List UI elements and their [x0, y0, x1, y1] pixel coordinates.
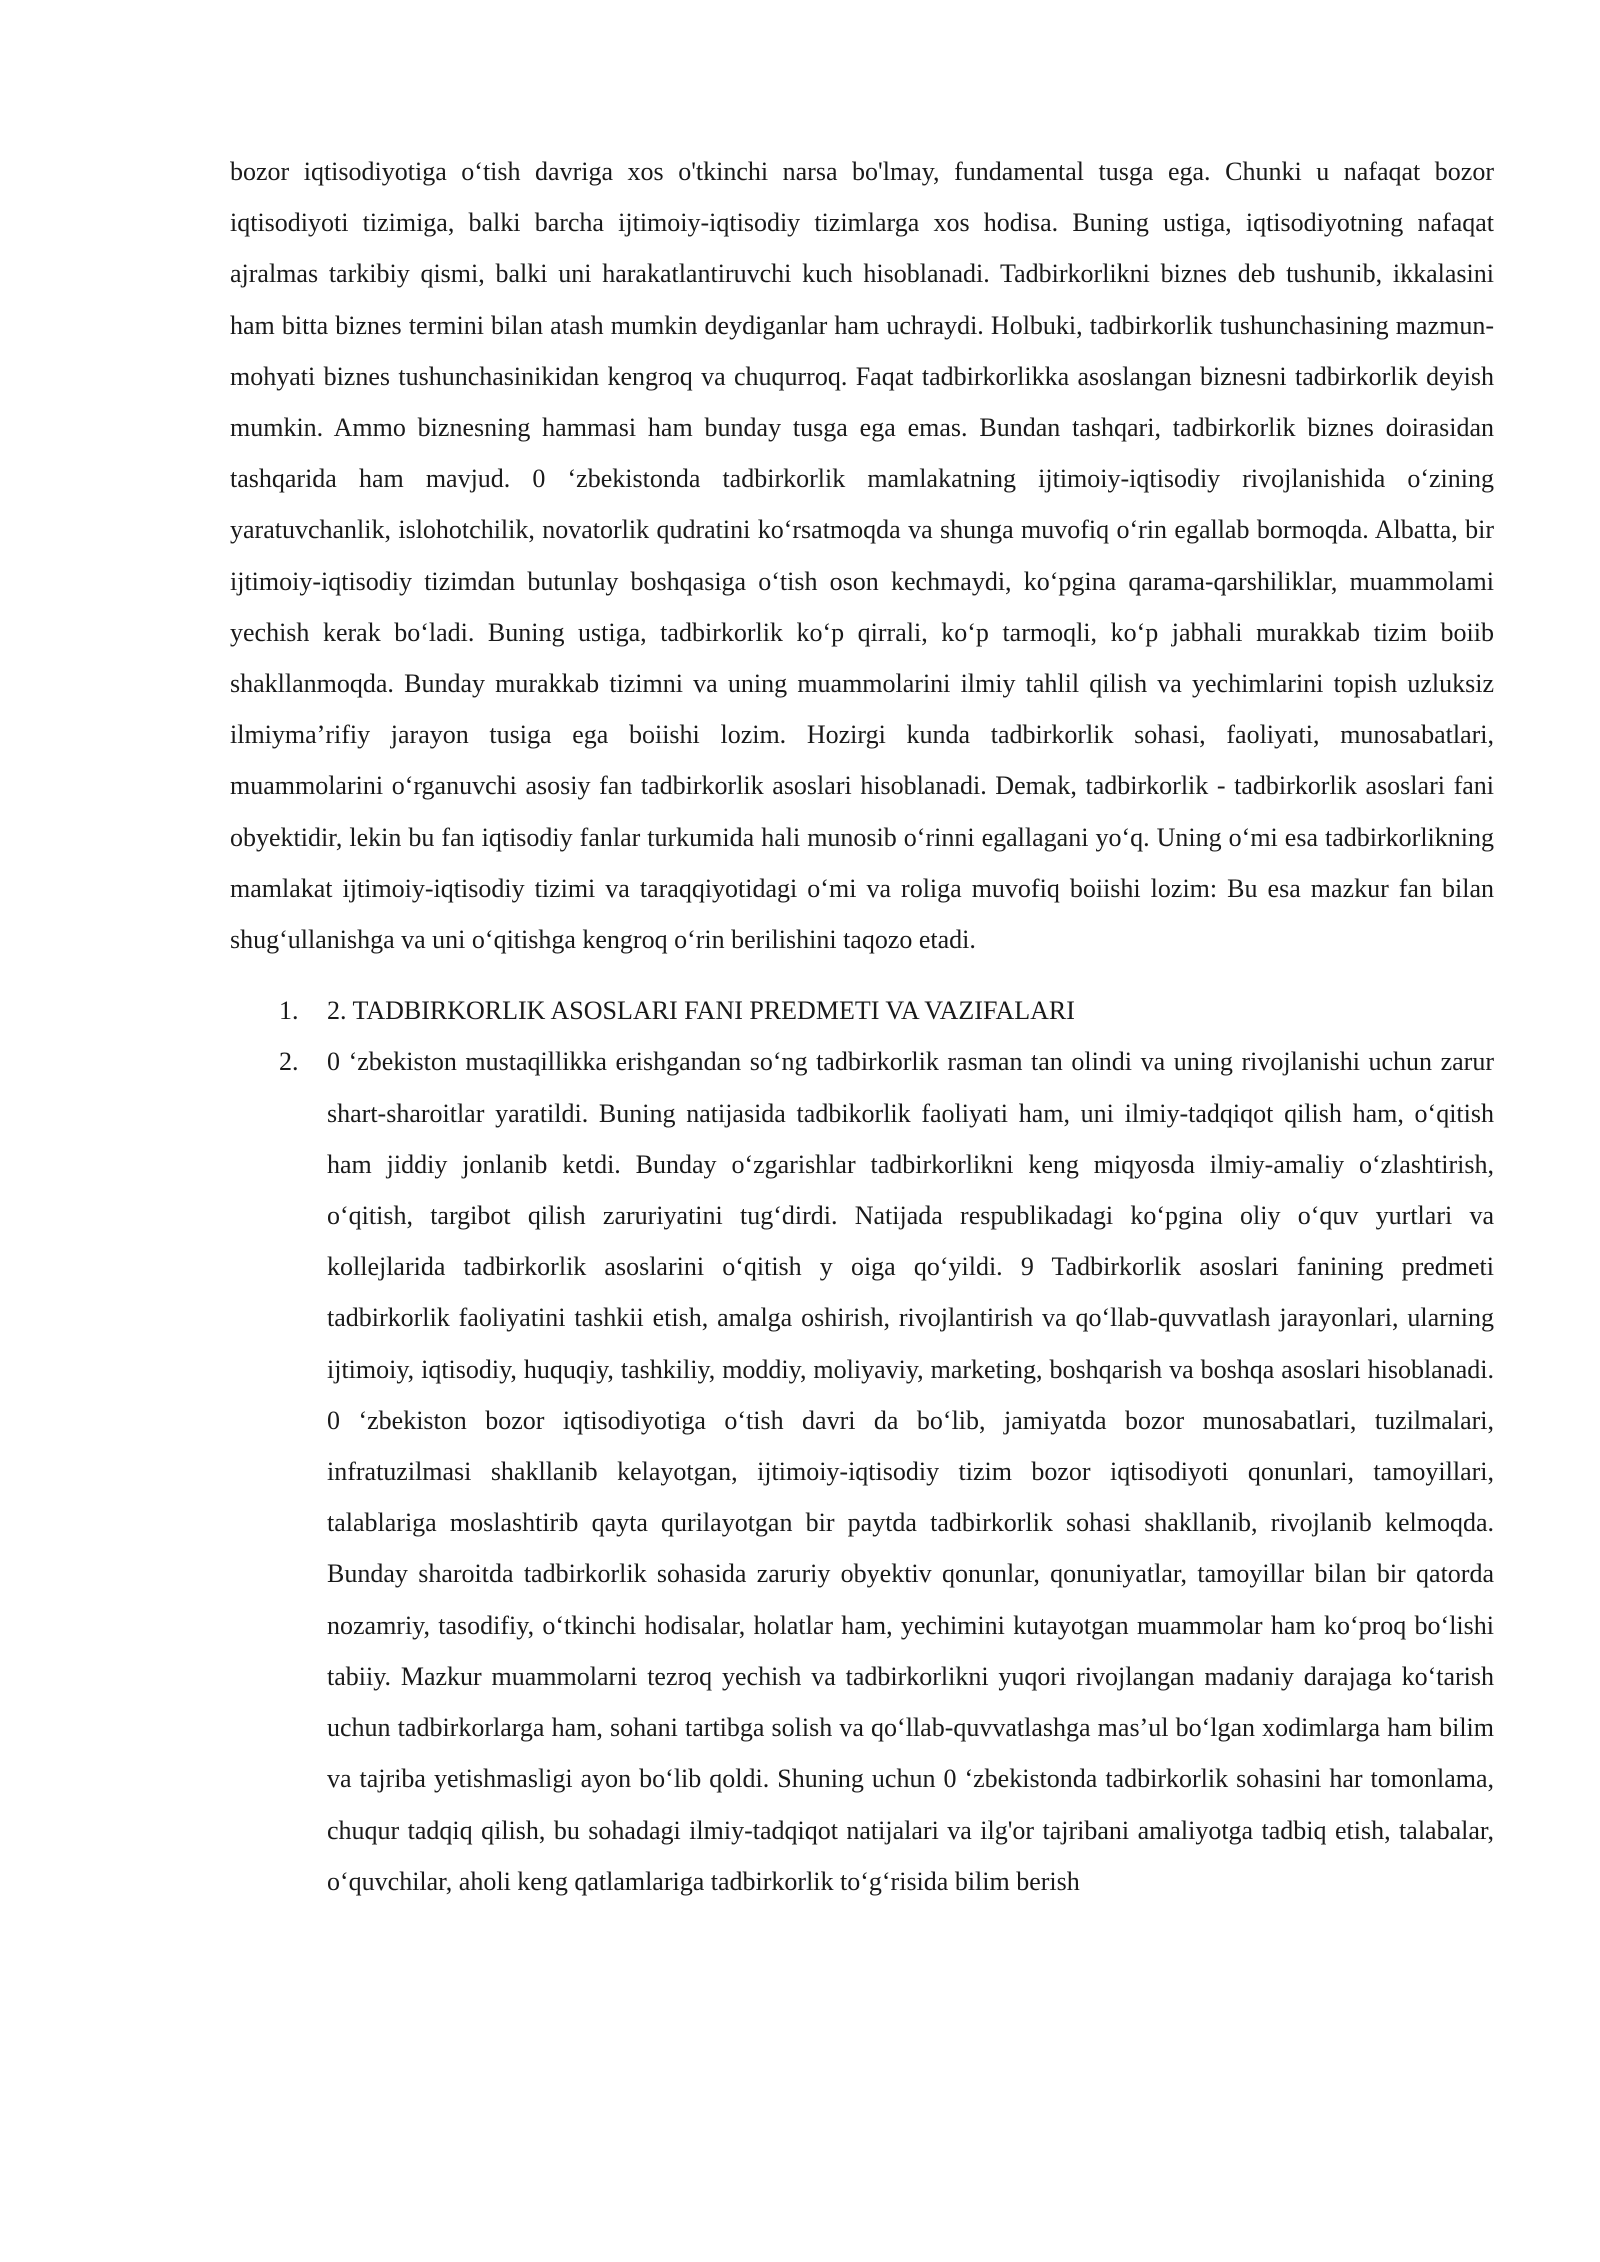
- list-item-section-heading: [230, 985, 1494, 1036]
- document-page: [230, 146, 1494, 1907]
- body-paragraph: bozor iqtisodiyotiga o‘tish davriga xos o'tkinchi narsa bo'lmay, fundamental tusga ega. Chunki u nafaqat bozor iqtisodiyoti tizimiga, balki barcha ijtimoiy-iqtisodiy tizimlarga xos hodisa. Buning ustiga, iqtisodiyotning nafaqat ajralmas tarkibiy qismi, balki uni harakatlantiruvchi kuch hisoblanadi. Tadbirkorlikni biznes deb tushunib, ikkalasini ham bitta biznes termini bilan atash mumkin deydiganlar ham uchraydi. Holbuki, tadbirkorlik tushunchasining mazmun-mohyati biznes tushunchasinikidan kengroq va chuqurroq. Faqat tadbirkorlikka asoslangan biznesni tadbirkorlik deyish mumkin. Ammo biznesning hammasi ham bunday tusga ega emas. Bundan tashqari, tadbirkorlik biznes doirasidan tashqarida ham mavjud. 0 ‘zbekistonda tadbirkorlik mamlakatning ijtimoiy-iqtisodiy rivojlanishida o‘zining yaratuvchanlik, islohotchilik, novatorlik qudratini ko‘rsatmoqda va shunga muvofiq o‘rin egallab bormoqda. Albatta, bir ijtimoiy-iqtisodiy tizimdan butunlay boshqasiga o‘tish oson kechmaydi, ko‘pgina qarama-qarshiliklar, muammolami yechish kerak bo‘ladi. Buning ustiga, tadbirkorlik ko‘p qirrali, ko‘p tarmoqli, ko‘p jabhali murakkab tizim boiib shakllanmoqda. Bunday murakkab tizimni va uning muammolarini ilmiy tahlil qilish va yechimlarini topish uzluksiz ilmiyma’rifiy jarayon tusiga ega boiishi lozim. Hozirgi kunda tadbirkorlik sohasi, faoliyati, munosabatlari, muammolarini o‘rganuvchi asosiy fan tadbirkorlik asoslari hisoblanadi. Demak, tadbirkorlik - tadbirkorlik asoslari fani obyektidir, lekin bu fan iqtisodiy fanlar turkumida hali munosib o‘rinni egallagani yo‘q. Uning o‘mi esa tadbirkorlikning mamlakat ijtimoiy-iqtisodiy tizimi va taraqqiyotidagi o‘mi va roliga muvofiq boiishi lozim: Bu esa mazkur fan bilan shug‘ullanishga va uni o‘qitishga kengroq o‘rin berilishini taqozo etadi.: [230, 157, 1494, 955]
- list-item-text: 0 ‘zbekiston mustaqillikka erishgandan so‘ng tadbirkorlik rasman tan olindi va uning rivojlanishi uchun zarur shart-sharoitlar yaratildi. Buning natijasida tadbikorlik faoliyati ham, uni ilmiy-tadqiqot qilish ham, o‘qitish ham jiddiy jonlanib ketdi. Bunday o‘zgarishlar tadbirkorlikni keng miqyosda ilmiy-amaliy o‘zlashtirish, o‘qitish, targibot qilish zaruriyatini tug‘dirdi. Natijada respublikadagi ko‘pgina oliy o‘quv yurtlari va kollejlarida tadbirkorlik asoslarini o‘qitish y oiga qo‘yildi. 9 Tadbirkorlik asoslari fanining predmeti tadbirkorlik faoliyatini tashkii etish, amalga oshirish, rivojlantirish va qo‘llab-quvvatlash jarayonlari, ularning ijtimoiy, iqtisodiy, huquqiy, tashkiliy, moddiy, moliyaviy, marketing, boshqarish va boshqa asoslari hisoblanadi. 0 ‘zbekiston bozor iqtisodiyotiga o‘tish davri da bo‘lib, jamiyatda bozor munosabatlari, tuzilmalari, infratuzilmasi shakllanib kelayotgan, ijtimoiy-iqtisodiy tizim bozor iqtisodiyoti qonunlari, tamoyillari, talablariga moslashtirib qayta qurilayotgan bir paytda tadbirkorlik sohasi shakllanib, rivojlanib kelmoqda. Bunday sharoitda tadbirkorlik sohasida zaruriy obyektiv qonunlar, qonuniyatlar, tamoyillar bilan bir qatorda nozamriy, tasodifiy, o‘tkinchi hodisalar, holatlar ham, yechimini kutayotgan muammolar ham ko‘proq bo‘lishi tabiiy. Mazkur muammolarni tezroq yechish va tadbirkorlikni yuqori rivojlangan madaniy darajaga ko‘tarish uchun tadbirkorlarga ham, sohani tartibga solish va qo‘llab-quvvatlashga mas’ul bo‘lgan xodimlarga ham bilim va tajriba yetishmasligi ayon bo‘lib qoldi. Shuning uchun 0 ‘zbekistonda tadbirkorlik sohasini har tomonlama, chuqur tadqiq qilish, bu sohadagi ilmiy-tadqiqot natijalari va ilg'or tajribani amaliyotga tadbiq etish, talabalar, o‘quvchilar, aholi keng qatlamlariga tadbirkorlik to‘g‘risida bilim berish: [327, 1047, 1494, 1896]
- list-number: 1.: [279, 996, 299, 1026]
- list-number: 2.: [279, 1047, 299, 1077]
- list-item-body: [230, 1036, 1494, 1906]
- numbered-list: [230, 985, 1494, 1907]
- section-heading: 2. TADBIRKORLIK ASOSLARI FANI PREDMETI VA VAZIFALARI: [327, 996, 1075, 1026]
